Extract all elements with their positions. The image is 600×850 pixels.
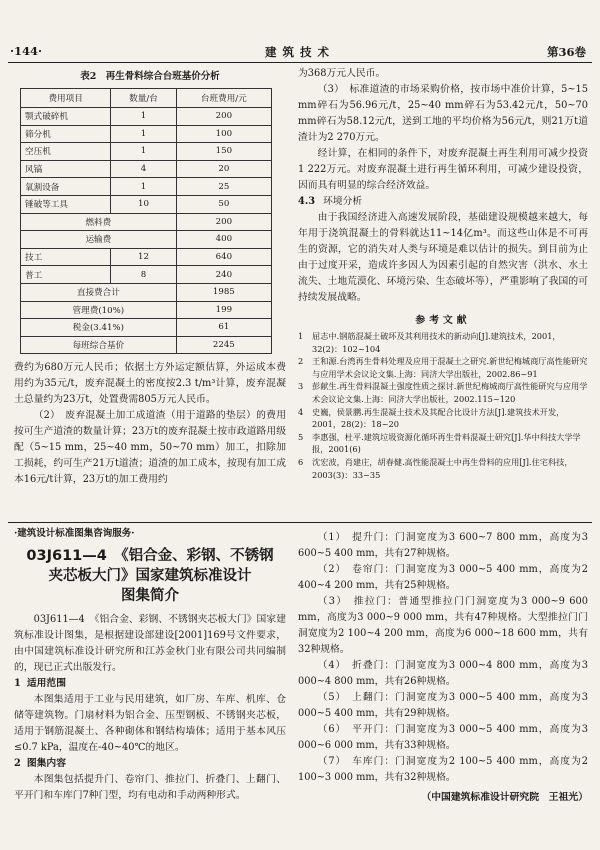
table-cell: 筛分机 [21,125,111,143]
table-cell: 1 [111,125,176,143]
table-cell: 400 [176,231,271,249]
door-type-item: （5） 上翻门：门洞宽度为3 000~5 400 mm，高度为3 000~5 400 mm，共有29种规格。 [298,692,588,719]
table-cell: 20 [176,160,271,178]
body-paragraph: 本图集适用于工业与民用建筑，如厂房、车库、机库、仓储等建筑物。门扇材料为铝合金、压型钢板、不锈钢夹芯板，适用于钢筋混凝土、各种砌体和钢结构墙体；适用于基本风压≤0.7 kPa，温度在-40~40℃的地区。 [14,694,286,753]
table-cell: 4 [111,160,176,178]
table-cell: 25 [176,178,271,196]
table-cell: 200 [176,213,271,231]
table-cell: 640 [176,248,271,266]
table-row [21,213,272,231]
reference-number: 6 [298,456,304,467]
reference-number: 2 [298,356,304,367]
table-row [21,231,272,249]
subsection-number: 2 [14,758,21,769]
table-row [21,248,272,266]
door-type-item: （6） 平开门：门洞宽度为3 000~5 400 mm，高度为3 000~6 000 mm，共有33种规格。 [298,724,588,751]
body-paragraph: 经计算，在相同的条件下，对废弃混凝土再生利用可减少投资1 222万元。对废弃混凝土进行再生循环利用，可减少建设投资，因而具有明显的综合经济效益。 [298,148,588,191]
subsection-number: 1 [14,678,21,689]
table-row [21,125,272,143]
table-row [21,143,272,161]
reference-item [298,330,588,355]
door-type-item: （4） 折叠门：门洞宽度为3 000~4 800 mm，高度为3 000~4 800 mm，共有26种规格。 [298,660,588,687]
reference-text: 王和源.台湾再生骨料处理及应用于混凝土之研究.新世纪梅城商厅高性能研究与应用学术会议论文集.上海：同济大学出版社，2002.86~91 [312,356,588,379]
table-cell: 240 [176,266,271,284]
door-type-item: （1） 提升门：门洞宽度为3 600~7 800 mm，高度为3 600~5 400 mm，共有27种规格。 [298,532,588,559]
header-rule [8,62,592,63]
table-row [21,283,272,301]
section-number: 4.3 [298,196,316,207]
reference-number: 5 [298,431,304,442]
table-cell: 技工 [21,248,111,266]
volume-number: 第36卷 [546,45,586,59]
table-row [21,319,272,337]
section-heading [298,194,588,210]
references-title: 参考文献 [415,315,471,326]
subsection-title: 图集内容 [26,758,67,769]
column-tag: ·建筑设计标准图集咨询服务· [14,528,135,539]
body-paragraph: 为368万元人民币。 [298,68,386,79]
reference-item [298,355,588,380]
table-header-cell: 台班费用/元 [176,89,271,108]
table-row [21,336,272,354]
reference-text: 李惠强，杜平.建筑垃圾资源化循环再生骨料混凝土研究[J].华中科技大学学报，2001(6) [312,431,581,455]
table-cell: 1 [111,108,176,126]
table-cell: 1 [111,178,176,196]
table-row [21,195,272,213]
table-cell: 1 [111,143,176,161]
table-cell: 每班综合基价 [21,336,177,354]
right-column-lower [298,530,588,806]
door-type-item: （7） 车库门：门洞宽度为2 100~5 400 mm，高度为2 100~3 000 mm，共有32种规格。 [298,756,588,783]
notice-title-line: 夹芯板大门》国家建筑标准设计 [48,568,252,584]
page-header [8,40,592,62]
body-paragraph: 由于我国经济进入高速发展阶段，基础建设规模越来越大，每年用于浇筑混凝土的骨料就达11~14亿m³。而这些山体是不可再生的资源，它的消失对人类与环境是难以估计的损失。到目前为止由于过度开采，造成许多因人为因素引起的自然灾害（洪水、水土流失、土地荒漠化、环境污染、生态破坏等），严重影响了我国的可持续发展战略。 [298,212,588,303]
reference-text: 沈宏波，肖建庄，胡春健.高性能混凝土中再生骨料的应用[J].住宅科技，2003(3)：33~35 [312,456,573,480]
table-cell: 2245 [176,336,271,354]
table-row [21,178,272,196]
door-type-item: （2） 卷帘门：门洞宽度为3 000~5 400 mm，高度为2 400~4 200 mm，共有25种规格。 [298,564,588,591]
subsection-heading [14,756,286,772]
page-number: ·144· [10,44,43,58]
table-header-cell: 数量/台 [111,89,176,108]
reference-list [298,330,588,481]
table-cell: 燃料费 [21,213,177,231]
reference-text: 史巍，侯景鹏.再生混凝土技术及其配合比设计方法[J].建筑技术开发，2001，28(2)：18~20 [312,406,565,430]
reference-number: 4 [298,406,304,417]
left-column-lower [14,526,286,804]
table-row [21,108,272,126]
left-column-upper [14,66,286,488]
reference-text: 彭献生.再生骨料混凝土强度性质之探讨.新世纪梅城商厅高性能研究与应用学术会议论文集.上海：同济大学出版社，2002.115~120 [312,381,588,404]
table-cell: 锤破等工具 [21,195,111,213]
cost-table [20,88,272,354]
section-divider [8,522,592,523]
reference-number: 3 [298,381,304,392]
table-cell: 普工 [21,266,111,284]
reference-number: 1 [298,331,304,341]
table-row [21,160,272,178]
table-row [21,266,272,284]
author-credit: （中国建筑标准设计研究院 王祖光） [421,792,588,803]
reference-item [298,380,588,405]
subsection-title: 适用范围 [26,678,67,689]
body-paragraph: 本图集包括提升门、卷帘门、推拉门、折叠门、上翻门、平开门和车库门7种门型，均有电动和手动两种形式。 [14,774,286,801]
body-paragraph: 03J611—4 《铝合金、彩钢、不锈钢夹芯板大门》国家建筑标准设计图集，是根据建设部建设[2001]169号文件要求，由中国建筑标准设计研究所和江苏金秋门业有限公司共同编制的，现已正式出版发行。 [14,614,286,673]
table-cell: 直接费合计 [21,283,177,301]
reference-text: 屈志中.钢筋混凝土破坏及其利用技术的新动向[J].建筑技术，2001，32(2)：102~104 [312,331,561,354]
table-cell: 100 [176,125,271,143]
table-cell: 12 [111,248,176,266]
reference-item [298,456,588,481]
right-column-upper [298,66,588,481]
table-cell: 管理费(10%) [21,301,177,319]
table-cell: 风镐 [21,160,111,178]
table-cell: 运输费 [21,231,177,249]
table-cell: 200 [176,108,271,126]
reference-item [298,406,588,431]
notice-title-line: 图集简介 [121,588,179,604]
table-cell: 氧割设备 [21,178,111,196]
table-cell: 150 [176,143,271,161]
table-header-row [21,89,272,108]
body-paragraph: 费约为680万元人民币；依据土方外运定额估算，外运成本费用约为35元/t，废弃混凝土的密度按2.3 t/m³计算，废弃混凝土总量约为23万t，处置费需805万元人民币。 [14,362,286,406]
table-cell: 61 [176,319,271,337]
table-cell: 8 [111,266,176,284]
reference-item [298,431,588,456]
section-title: 环境分析 [323,196,363,207]
body-paragraph: （3） 标准道渣的市场采购价格，按市场中准价计算，5~15 mm碎石为56.96元/t，25~40 mm碎石为53.42元/t，50~70 mm碎石为58.12元/t，送到工地的平均价格为56元/t，则21万t道渣计为2 270万元。 [298,84,588,143]
notice-title [14,546,286,606]
journal-name: 建筑技术 [265,45,335,59]
table-cell: 税金(3.41%) [21,319,177,337]
table-cell: 199 [176,301,271,319]
table-header-cell: 费用项目 [21,89,111,108]
table-caption: 表2 再生骨料综合台班基价分析 [80,71,220,82]
table-cell: 10 [111,195,176,213]
notice-title-line: 03J611—4 《铝合金、彩钢、不锈钢 [26,548,274,564]
subsection-heading [14,676,286,692]
table-cell: 空压机 [21,143,111,161]
table-cell: 颚式破碎机 [21,108,111,126]
table-cell: 50 [176,195,271,213]
table-cell: 1985 [176,283,271,301]
door-type-item: （3） 推拉门：普通型推拉门门洞宽度为3 000~9 600 mm，高度为3 000~9 000 mm，共有47种规格。大型推拉门门洞宽度为2 100~4 200 mm，高度为6 000~18 600 mm，共有32种规格。 [298,596,588,655]
body-paragraph: （2） 废弃混凝土加工成道渣（用于道路的垫层）的费用按可生产道渣的数量计算；23万t的废弃混凝土按市政道路用级配（5~15 mm，25~40 mm，50~70 mm）加工，扣除加工损耗，约可生产21万t道渣；道渣的加工成本，按现有加工成本16元/t计算，23万t的加工费用约 [14,410,286,486]
table-row [21,301,272,319]
